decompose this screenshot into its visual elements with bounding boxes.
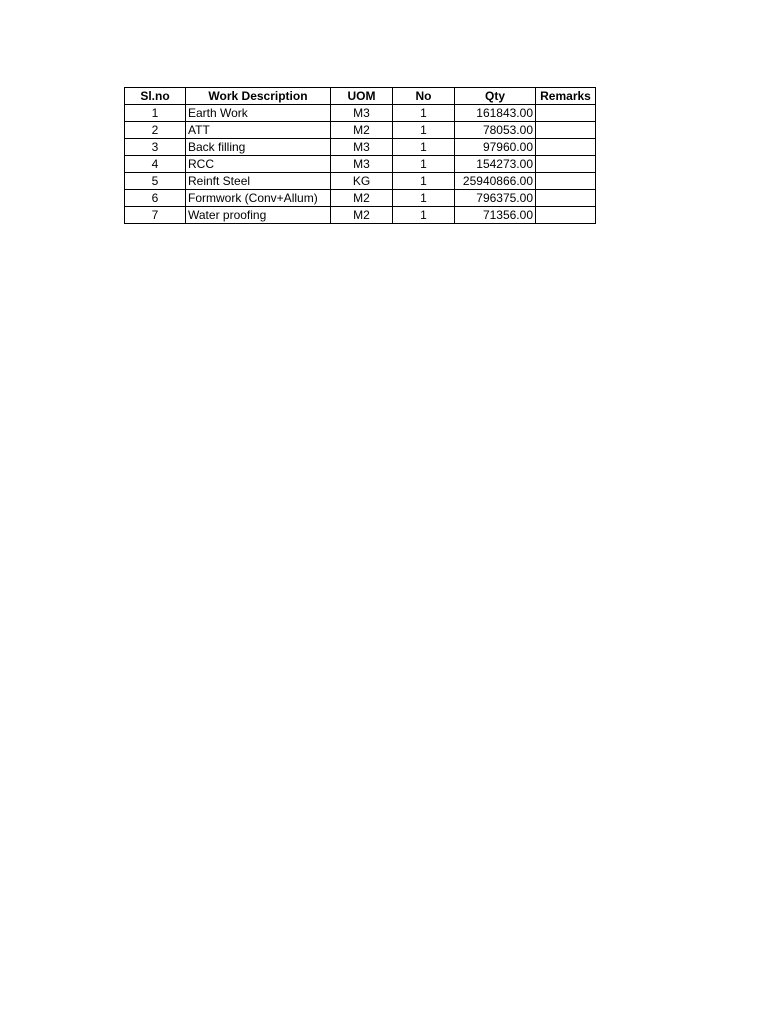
- header-no: No: [393, 88, 455, 105]
- table-row: [125, 122, 596, 139]
- header-remarks: Remarks: [536, 88, 596, 105]
- table-row: [125, 156, 596, 173]
- cell-no: 1: [393, 190, 455, 207]
- header-uom: UOM: [331, 88, 393, 105]
- cell-work-description: Water proofing: [186, 207, 331, 224]
- cell-no: 1: [393, 207, 455, 224]
- cell-remarks: [536, 173, 596, 190]
- table-row: [125, 190, 596, 207]
- cell-remarks: [536, 105, 596, 122]
- header-qty: Qty: [455, 88, 536, 105]
- spreadsheet-page: [124, 87, 596, 224]
- cell-uom: M3: [331, 105, 393, 122]
- cell-work-description: Reinft Steel: [186, 173, 331, 190]
- cell-qty: 71356.00: [455, 207, 536, 224]
- cell-uom: KG: [331, 173, 393, 190]
- table-row: [125, 173, 596, 190]
- cell-remarks: [536, 156, 596, 173]
- cell-slno: 1: [125, 105, 186, 122]
- header-work-description: Work Description: [186, 88, 331, 105]
- cell-remarks: [536, 190, 596, 207]
- cell-work-description: Formwork (Conv+Allum): [186, 190, 331, 207]
- cell-slno: 4: [125, 156, 186, 173]
- cell-qty: 97960.00: [455, 139, 536, 156]
- cell-uom: M3: [331, 156, 393, 173]
- cell-no: 1: [393, 156, 455, 173]
- cell-slno: 6: [125, 190, 186, 207]
- cell-no: 1: [393, 139, 455, 156]
- cell-work-description: Back filling: [186, 139, 331, 156]
- cell-slno: 7: [125, 207, 186, 224]
- cell-qty: 796375.00: [455, 190, 536, 207]
- cell-remarks: [536, 122, 596, 139]
- table-row: [125, 139, 596, 156]
- cell-slno: 2: [125, 122, 186, 139]
- cell-slno: 3: [125, 139, 186, 156]
- cell-work-description: RCC: [186, 156, 331, 173]
- cell-work-description: ATT: [186, 122, 331, 139]
- table-row: [125, 207, 596, 224]
- quantity-table: [124, 87, 596, 224]
- header-row: [125, 88, 596, 105]
- cell-qty: 161843.00: [455, 105, 536, 122]
- cell-qty: 154273.00: [455, 156, 536, 173]
- cell-uom: M2: [331, 122, 393, 139]
- cell-qty: 78053.00: [455, 122, 536, 139]
- cell-no: 1: [393, 122, 455, 139]
- cell-remarks: [536, 207, 596, 224]
- cell-no: 1: [393, 105, 455, 122]
- cell-no: 1: [393, 173, 455, 190]
- cell-remarks: [536, 139, 596, 156]
- cell-uom: M2: [331, 207, 393, 224]
- cell-uom: M3: [331, 139, 393, 156]
- cell-qty: 25940866.00: [455, 173, 536, 190]
- cell-uom: M2: [331, 190, 393, 207]
- table-row: [125, 105, 596, 122]
- cell-work-description: Earth Work: [186, 105, 331, 122]
- header-slno: Sl.no: [125, 88, 186, 105]
- cell-slno: 5: [125, 173, 186, 190]
